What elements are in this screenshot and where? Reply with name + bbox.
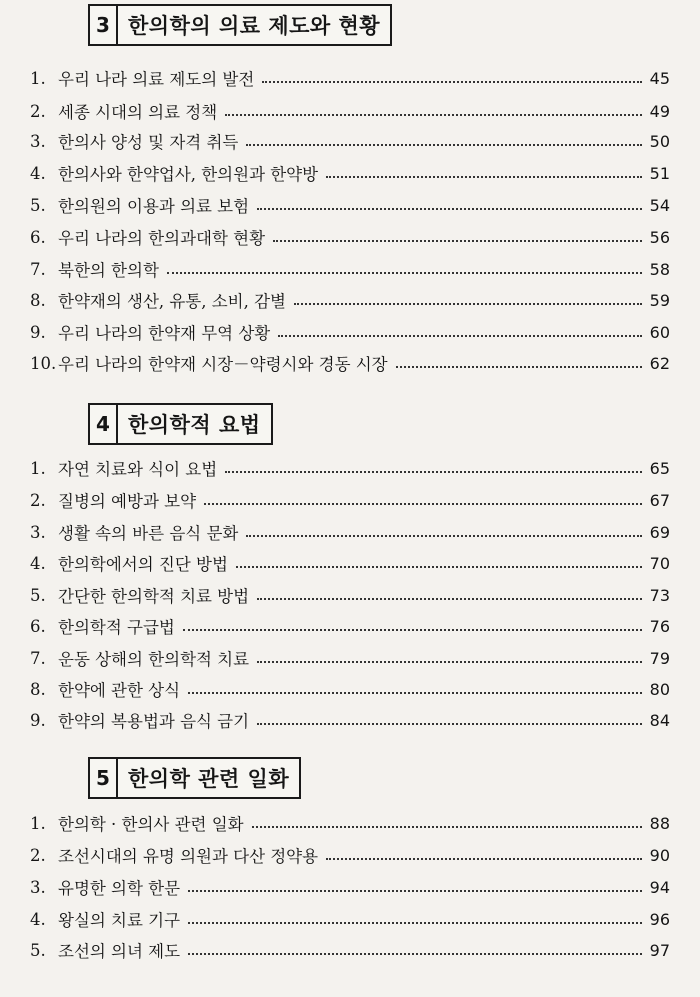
toc-entry[interactable]: [30, 840, 670, 870]
entry-number: 1.: [30, 813, 46, 833]
entry-page: 56: [649, 227, 670, 247]
section-number: 4: [90, 405, 118, 443]
dot-leader: [326, 176, 642, 178]
toc-entry[interactable]: [30, 222, 670, 252]
dot-leader: [278, 335, 642, 337]
entry-title: 우리 나라의 한의과대학 현황: [58, 229, 266, 248]
entry-page: 79: [649, 648, 670, 668]
toc-entry[interactable]: [30, 485, 670, 515]
entry-page: 97: [649, 940, 670, 960]
entry-title: 조선의 의녀 제도: [58, 942, 181, 961]
toc-entry[interactable]: [30, 935, 670, 965]
entry-page: 84: [649, 710, 670, 730]
entry-title: 한약에 관한 상식: [58, 681, 181, 700]
entry-title: 유명한 의학 한문: [58, 879, 181, 898]
entry-title: 한의학적 구급법: [58, 618, 175, 637]
toc-entry[interactable]: [30, 348, 670, 378]
toc-entry[interactable]: [30, 285, 670, 315]
entry-page: 59: [649, 290, 670, 310]
entry-title: 왕실의 치료 기구: [58, 911, 181, 930]
entry-title: 우리 나라의 한약재 무역 상황: [58, 324, 271, 343]
entry-title: 자연 치료와 식이 요법: [58, 460, 218, 479]
entry-title: 우리 나라의 한약재 시장－약령시와 경동 시장: [58, 355, 388, 374]
entry-number: 6.: [30, 616, 46, 636]
entry-number: 8.: [30, 679, 46, 699]
entry-page: 58: [649, 259, 670, 279]
dot-leader: [188, 922, 642, 924]
dot-leader: [225, 114, 642, 116]
dot-leader: [236, 566, 642, 568]
entry-number: 5.: [30, 585, 46, 605]
section-number: 5: [90, 759, 118, 797]
entry-number: 8.: [30, 290, 46, 310]
entry-number: 10.: [30, 353, 57, 373]
entry-number: 3.: [30, 877, 46, 897]
entry-title: 우리 나라 의료 제도의 발전: [58, 70, 255, 89]
dot-leader: [273, 240, 642, 242]
dot-leader: [183, 629, 642, 631]
dot-leader: [326, 858, 642, 860]
dot-leader: [257, 661, 642, 663]
dot-leader: [257, 598, 642, 600]
entry-page: 73: [649, 585, 670, 605]
entry-title: 질병의 예방과 보약: [58, 492, 197, 511]
entry-number: 3.: [30, 131, 46, 151]
entry-number: 7.: [30, 648, 46, 668]
entry-number: 9.: [30, 710, 46, 730]
dot-leader: [257, 723, 642, 725]
entry-page: 51: [649, 163, 670, 183]
entry-page: 94: [649, 877, 670, 897]
dot-leader: [188, 890, 642, 892]
dot-leader: [396, 366, 642, 368]
entry-title: 간단한 한의학적 치료 방법: [58, 587, 250, 606]
entry-page: 54: [649, 195, 670, 215]
entry-number: 1.: [30, 68, 46, 88]
entry-number: 1.: [30, 458, 46, 478]
entry-title: 운동 상해의 한의학적 치료: [58, 650, 250, 669]
toc-entry[interactable]: [30, 674, 670, 704]
dot-leader: [262, 81, 642, 83]
entry-number: 5.: [30, 195, 46, 215]
entry-number: 3.: [30, 522, 46, 542]
section-number: 3: [90, 6, 118, 44]
toc-entry[interactable]: [30, 254, 670, 284]
toc-entry[interactable]: [30, 808, 670, 838]
toc-entry[interactable]: [30, 63, 670, 93]
entry-page: 62: [649, 353, 670, 373]
dot-leader: [225, 471, 642, 473]
toc-entry[interactable]: [30, 96, 670, 126]
entry-title: 한약의 복용법과 음식 금기: [58, 712, 250, 731]
entry-title: 조선시대의 유명 의원과 다산 정약용: [58, 847, 319, 866]
toc-entry[interactable]: [30, 872, 670, 902]
toc-entry[interactable]: [30, 190, 670, 220]
toc-entry[interactable]: [30, 517, 670, 547]
dot-leader: [188, 692, 642, 694]
entry-number: 4.: [30, 553, 46, 573]
entry-number: 6.: [30, 227, 46, 247]
section-title: 한의학 관련 일화: [128, 767, 290, 791]
entry-page: 60: [649, 322, 670, 342]
entry-number: 4.: [30, 909, 46, 929]
entry-page: 69: [649, 522, 670, 542]
section-header: [88, 757, 301, 799]
section-title: 한의학적 요법: [128, 413, 261, 437]
section-header: [88, 4, 392, 46]
entry-number: 2.: [30, 101, 46, 121]
entry-title: 한약재의 생산, 유통, 소비, 감별: [58, 292, 286, 311]
dot-leader: [188, 953, 642, 955]
entry-page: 65: [649, 458, 670, 478]
entry-page: 88: [649, 813, 670, 833]
entry-page: 45: [649, 68, 670, 88]
toc-entry[interactable]: [30, 705, 670, 735]
section-title: 한의학의 의료 제도와 현황: [128, 14, 381, 38]
entry-title: 한의사 양성 및 자격 취득: [58, 133, 239, 152]
entry-title: 한의사와 한약업사, 한의원과 한약방: [58, 165, 319, 184]
entry-page: 70: [649, 553, 670, 573]
dot-leader: [204, 503, 642, 505]
toc-entry[interactable]: [30, 580, 670, 610]
section-header: [88, 403, 273, 445]
dot-leader: [167, 272, 642, 274]
toc-entry[interactable]: [30, 643, 670, 673]
entry-page: 80: [649, 679, 670, 699]
toc-entry[interactable]: [30, 126, 670, 156]
entry-number: 4.: [30, 163, 46, 183]
entry-page: 96: [649, 909, 670, 929]
entry-page: 49: [649, 101, 670, 121]
toc-entry[interactable]: [30, 158, 670, 188]
entry-number: 2.: [30, 490, 46, 510]
toc-entry[interactable]: [30, 453, 670, 483]
entry-title: 한의학에서의 진단 방법: [58, 555, 228, 574]
toc-entry[interactable]: [30, 611, 670, 641]
entry-number: 9.: [30, 322, 46, 342]
entry-page: 90: [649, 845, 670, 865]
entry-page: 50: [649, 131, 670, 151]
entry-page: 76: [649, 616, 670, 636]
dot-leader: [252, 826, 642, 828]
dot-leader: [246, 535, 642, 537]
entry-title: 세종 시대의 의료 정책: [58, 103, 218, 122]
entry-title: 북한의 한의학: [58, 261, 159, 280]
toc-entry[interactable]: [30, 317, 670, 347]
entry-number: 2.: [30, 845, 46, 865]
dot-leader: [246, 144, 642, 146]
dot-leader: [257, 208, 642, 210]
entry-title: 생활 속의 바른 음식 문화: [58, 524, 239, 543]
entry-number: 5.: [30, 940, 46, 960]
toc-entry[interactable]: [30, 548, 670, 578]
entry-title: 한의원의 이용과 의료 보험: [58, 197, 250, 216]
toc-entry[interactable]: [30, 904, 670, 934]
dot-leader: [294, 303, 642, 305]
entry-number: 7.: [30, 259, 46, 279]
entry-page: 67: [649, 490, 670, 510]
entry-title: 한의학 · 한의사 관련 일화: [58, 815, 244, 834]
